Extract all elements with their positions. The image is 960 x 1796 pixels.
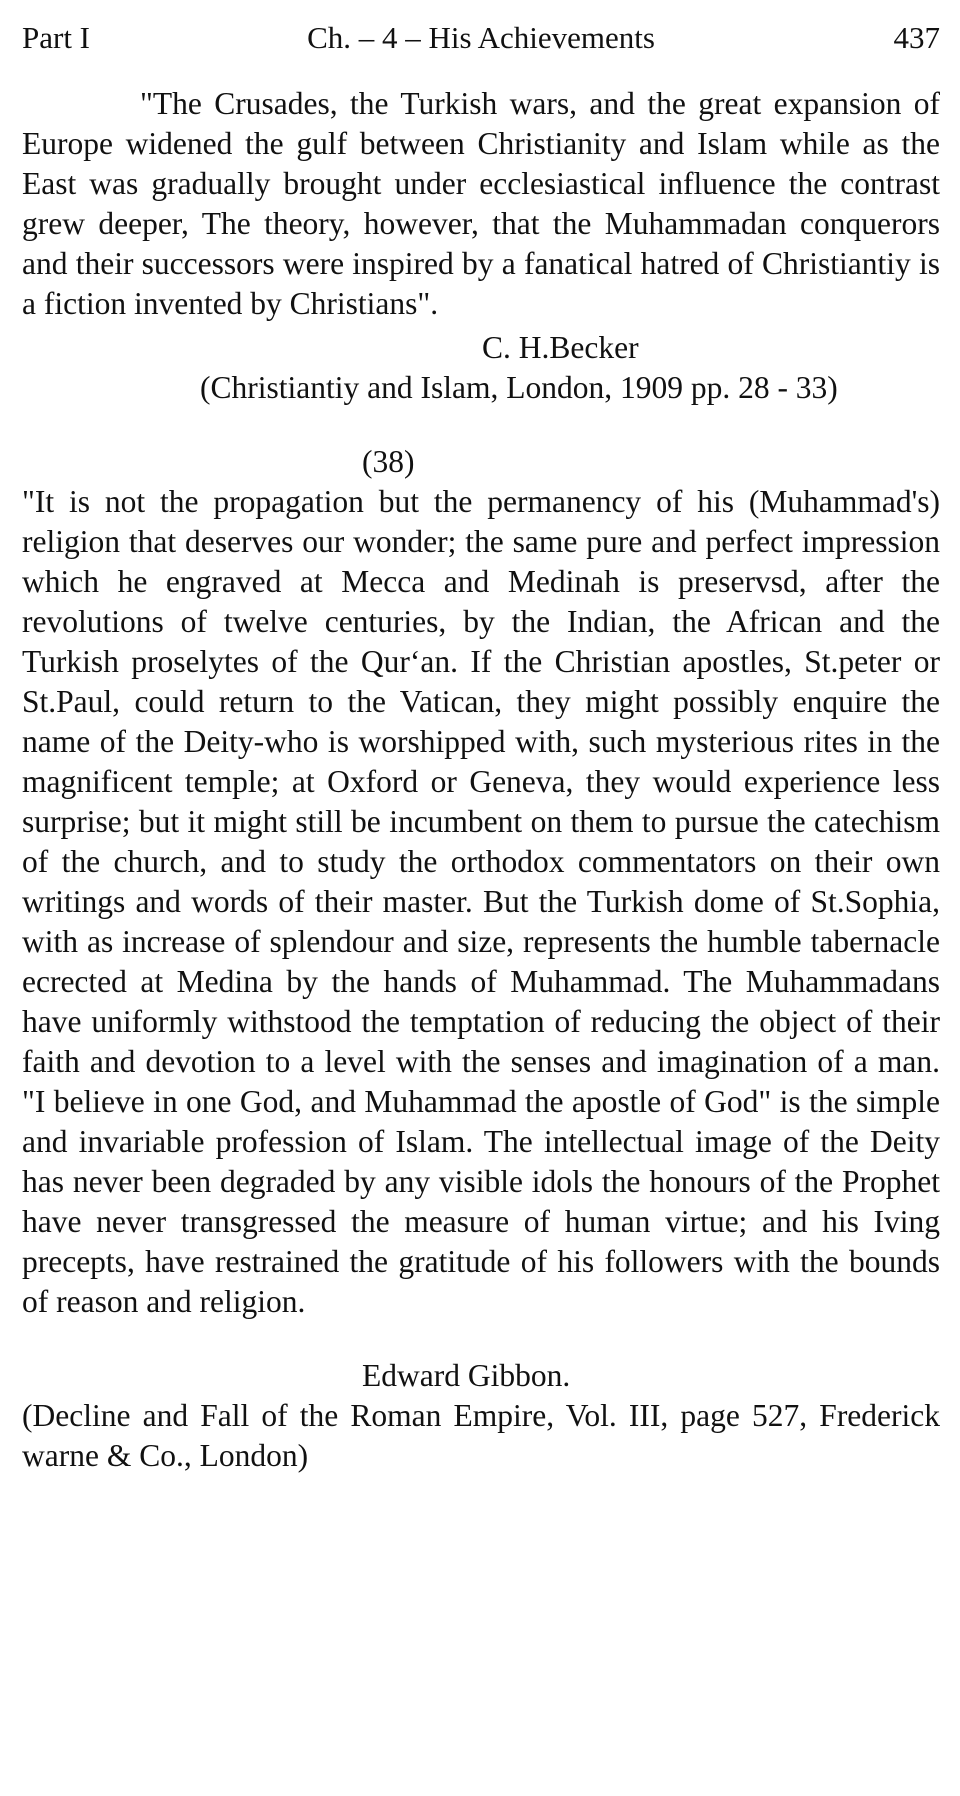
gibbon-quote: "It is not the propagation but the permanency of his (Muhammad's) religion that deserves our wonder; the same pure and perfect impression which he engraved at Mecca and Medinah is preservsd, after the revolutions of twelve centuries, by the Indian, the African and the Turkish proselytes of the Qur‘an. If the Christian apostles, St.peter or St.Paul, could return to the Vatican, they might possibly enquire the name of the Deity-who is worshipped with, such mysterious rites in the magnificent temple; at Oxford or Geneva, they would experience less surprise; but it might still be incumbent on them to pursue the catechism of the church, and to study the orthodox commentators on their own writings and words of their master. But the Turkish dome of St.Sophia, with as increase of splendour and size, represents the humble tabernacle ecrected at Medina by the hands of Muhammad. The Muhammadans have uniformly withstood the temptation of reducing the object of their faith and devotion to a level with the senses and imagination of a man. "I believe in one God, and Muhammad the apostle of God" is the simple and invariable profession of Islam. The intellectual image of the Deity has never been degraded by any visible idols the honours of the Prophet have never transgressed the measure of human virtue; and his Iving precepts, have restrained the gratitude of his followers with the bounds of reason and religion.	[22, 484, 940, 1319]
gibbon-author: Edward Gibbon.	[362, 1358, 571, 1393]
gibbon-source: (Decline and Fall of the Roman Empire, Vol. III, page 527, Frederick warne & Co., London)	[22, 1398, 940, 1473]
chapter-title: Ch. – 4 – His Achievements	[307, 20, 655, 55]
document-page	[22, 18, 940, 1476]
becker-source: (Christiantiy and Islam, London, 1909 pp. 28 - 33)	[200, 370, 838, 405]
page-number: 437	[893, 20, 940, 55]
section-number: (38)	[362, 444, 415, 479]
becker-author: C. H.Becker	[482, 330, 639, 365]
becker-quote: "The Crusades, the Turkish wars, and the great expansion of Europe widened the gulf between Christianity and Islam while as the East was gradually brought under ecclesiastical influence the contrast grew deeper, The theory, however, that the Muhammadan conquerors and their successors were inspired by a fanatical hatred of Christiantiy is a fiction invented by Christians".	[22, 86, 940, 321]
page-header	[22, 18, 940, 58]
part-label: Part I	[22, 20, 91, 55]
